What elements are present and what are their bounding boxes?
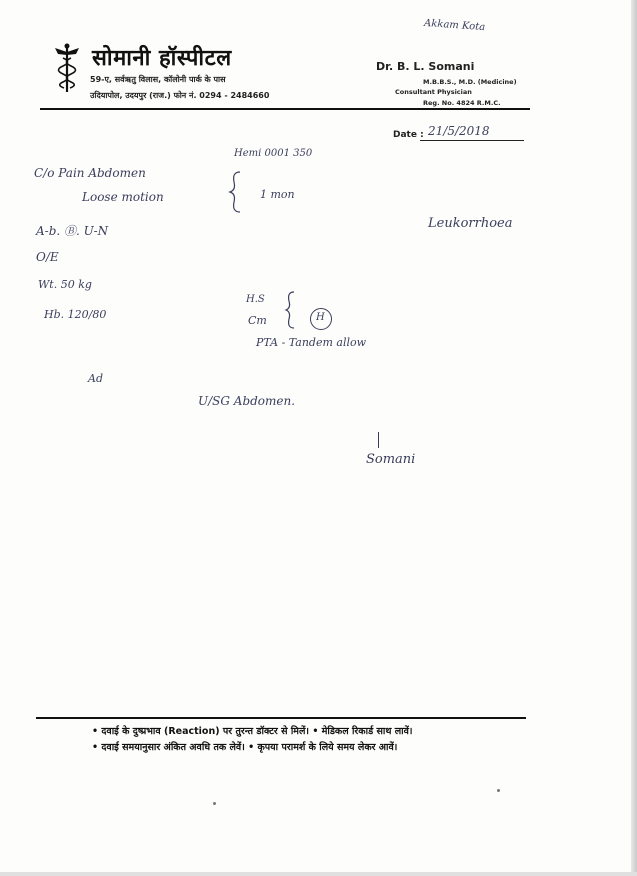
handwritten-exam: A-b. Ⓑ. U-N	[36, 224, 109, 238]
handwritten-weight: Wt. 50 kg	[38, 278, 92, 291]
handwritten-circle	[310, 308, 332, 330]
date-underline	[420, 140, 524, 141]
handwritten-circled-letter: H	[316, 312, 325, 323]
handwritten-signature: Somani	[366, 452, 416, 467]
header-divider	[40, 108, 530, 110]
scan-speck	[497, 789, 500, 792]
signature-stroke	[378, 432, 379, 448]
handwritten-advice: U/SG Abdomen.	[198, 394, 296, 408]
doctor-name: Dr. B. L. Somani	[376, 60, 475, 73]
footer-divider	[36, 717, 526, 719]
handwritten-cm: Cm	[248, 314, 267, 327]
hospital-name: सोमानी हॉस्पीटल	[92, 46, 232, 71]
doctor-degrees: M.B.B.S., M.D. (Medicine)	[423, 78, 517, 86]
page-edge	[631, 0, 637, 876]
handwritten-brace-2	[284, 290, 298, 330]
handwritten-complaint-2: Loose motion	[82, 190, 164, 204]
handwritten-top-note: Akkam Kota	[423, 17, 486, 34]
hospital-address-line2: उदियापोल, उदयपुर (राज.) फोन नं. 0294 - 2484660	[90, 91, 270, 100]
hospital-address-line1: 59-ए, सर्वऋतु विलास, कॉलोनी पार्क के पास	[90, 75, 226, 84]
doctor-role: Consultant Physician	[395, 88, 472, 96]
handwritten-pta: PTA - Tandem allow	[256, 336, 367, 349]
scan-speck	[213, 802, 216, 805]
date-label: Date :	[393, 130, 424, 140]
handwritten-brace	[228, 170, 244, 214]
handwritten-oe: O/E	[36, 250, 59, 264]
handwritten-bp: Hb. 120/80	[44, 308, 107, 321]
handwritten-complaint-1: C/o Pain Abdomen	[34, 166, 146, 180]
handwritten-advice-symbol: Ad	[88, 372, 103, 385]
handwritten-diagnosis: Leukorrhoea	[428, 216, 513, 231]
footer-note-2: • दवाई समयानुसार अंकित अवधि तक लेवें। • कृपया परामर्श के लिये समय लेकर आवें।	[92, 742, 398, 753]
date-value: 21/5/2018	[428, 124, 490, 138]
page-edge-bottom	[0, 872, 637, 876]
doctor-registration: Reg. No. 4824 R.M.C.	[423, 99, 501, 107]
footer-note-1: • दवाई के दुष्प्रभाव (Reaction) पर तुरन्त डॉक्टर से मिलें। • मेडिकल रिकार्ड साथ लावें।	[92, 726, 413, 737]
caduceus-logo-icon	[52, 42, 82, 94]
handwritten-history: Hemi 0001 350	[234, 148, 313, 159]
handwritten-duration: 1 mon	[260, 188, 295, 201]
handwritten-hs: H.S	[246, 294, 265, 305]
